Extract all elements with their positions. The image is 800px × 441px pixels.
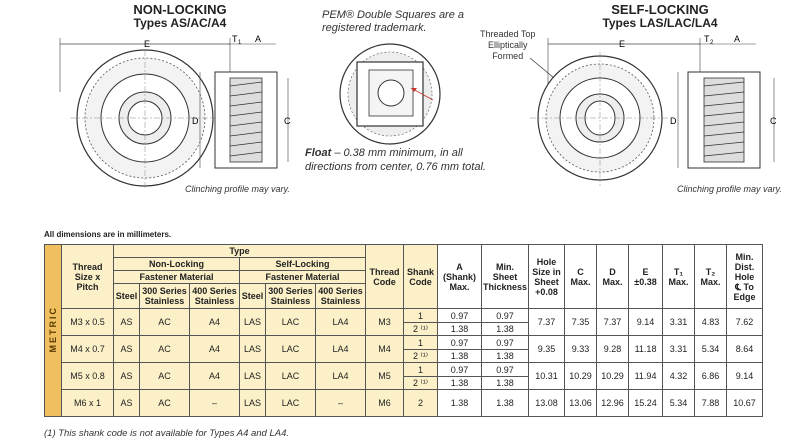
self-locking-drawing xyxy=(520,30,790,190)
h-type: Type xyxy=(114,245,366,258)
h-steel-nl: Steel xyxy=(114,284,140,309)
h-fastener-material-sl: Fastener Material xyxy=(240,271,366,284)
h-steel-sl: Steel xyxy=(240,284,266,309)
self-locking-title: SELF-LOCKING xyxy=(611,2,709,17)
svg-text:2: 2 xyxy=(710,40,714,46)
h-300-sl: 300 Series Stainless xyxy=(266,284,316,309)
h-self-locking: Self-Locking xyxy=(240,258,366,271)
svg-text:D: D xyxy=(192,116,199,126)
table-row: M5 x 0.8 AS AC A4 LAS LAC LA4 M5 1 2 ⁽¹⁾ 0.97 1.38 0.97 1.38 10.31 10.29 10.29 11.94 4.32 6.86 9.14 xyxy=(45,363,763,390)
table-row: M4 x 0.7 AS AC A4 LAS LAC LA4 M4 1 2 ⁽¹⁾ 0.97 1.38 0.97 1.38 9.35 9.33 9.28 11.18 3.31 5.34 8.64 xyxy=(45,336,763,363)
dim-e-label: E xyxy=(143,39,151,49)
svg-text:C: C xyxy=(770,116,777,126)
svg-text:C: C xyxy=(284,116,291,126)
h-t1: T₁ Max. xyxy=(663,245,695,309)
h-t2: T₂ Max. xyxy=(695,245,727,309)
threaded-top-callout: Threaded Top Elliptically Formed xyxy=(480,29,536,61)
footnote: (1) This shank code is not available for Types A4 and LA4. xyxy=(44,428,290,439)
table-row: M6 x 1 AS AC – LAS LAC – M6 2 1.38 1.38 13.08 13.06 12.96 15.24 5.34 7.88 10.67 xyxy=(45,390,763,417)
non-locking-drawing xyxy=(40,30,300,190)
h-400-sl: 400 Series Stainless xyxy=(316,284,366,309)
spec-table xyxy=(44,244,763,417)
h-e: E ±0.38 xyxy=(629,245,663,309)
h-d: D Max. xyxy=(597,245,629,309)
trademark-note: PEM® Double Squares are a registered trademark. xyxy=(322,9,465,34)
h-thread-size: Thread Size x Pitch xyxy=(62,245,114,309)
svg-text:A: A xyxy=(734,34,741,44)
h-300-nl: 300 Series Stainless xyxy=(140,284,190,309)
non-locking-caption: Clinching profile may vary. xyxy=(185,184,290,194)
svg-text:T: T xyxy=(704,34,710,44)
svg-text:D: D xyxy=(670,116,677,126)
h-400-nl: 400 Series Stainless xyxy=(190,284,240,309)
metric-side-label: METRIC xyxy=(45,245,62,417)
h-min-dist: Min. Dist. Hole ℄ To Edge xyxy=(727,245,763,309)
svg-text:A: A xyxy=(255,34,262,44)
h-fastener-material-nl: Fastener Material xyxy=(114,271,240,284)
h-min-sheet: Min. Sheet Thickness xyxy=(482,245,529,309)
h-thread-code: Thread Code xyxy=(366,245,404,309)
h-a: A (Shank) Max. xyxy=(438,245,482,309)
all-dimensions-note: All dimensions are in millimeters. xyxy=(44,230,172,239)
float-note: Float – 0.38 mm minimum, in all directions from center, 0.76 mm total. xyxy=(305,147,486,173)
self-locking-subtitle: Types LAS/LAC/LA4 xyxy=(602,16,718,30)
h-shank-code: Shank Code xyxy=(404,245,438,309)
h-hole: Hole Size in Sheet +0.08 xyxy=(529,245,565,309)
svg-text:E: E xyxy=(618,39,626,49)
table-row: M3 x 0.5 AS AC A4 LAS LAC LA4 M3 1 2 ⁽¹⁾ 0.97 1.38 0.97 1.38 7.37 7.35 7.37 9.14 3.31 4.83 7.62 xyxy=(45,309,763,336)
h-non-locking: Non-Locking xyxy=(114,258,240,271)
self-locking-caption: Clinching profile may vary. xyxy=(677,184,782,194)
svg-text:T: T xyxy=(232,34,238,44)
non-locking-subtitle: Types AS/AC/A4 xyxy=(133,16,227,30)
double-squares-drawing xyxy=(335,42,445,147)
non-locking-title: NON-LOCKING xyxy=(133,2,227,17)
svg-text:1: 1 xyxy=(238,40,242,46)
h-c: C Max. xyxy=(565,245,597,309)
